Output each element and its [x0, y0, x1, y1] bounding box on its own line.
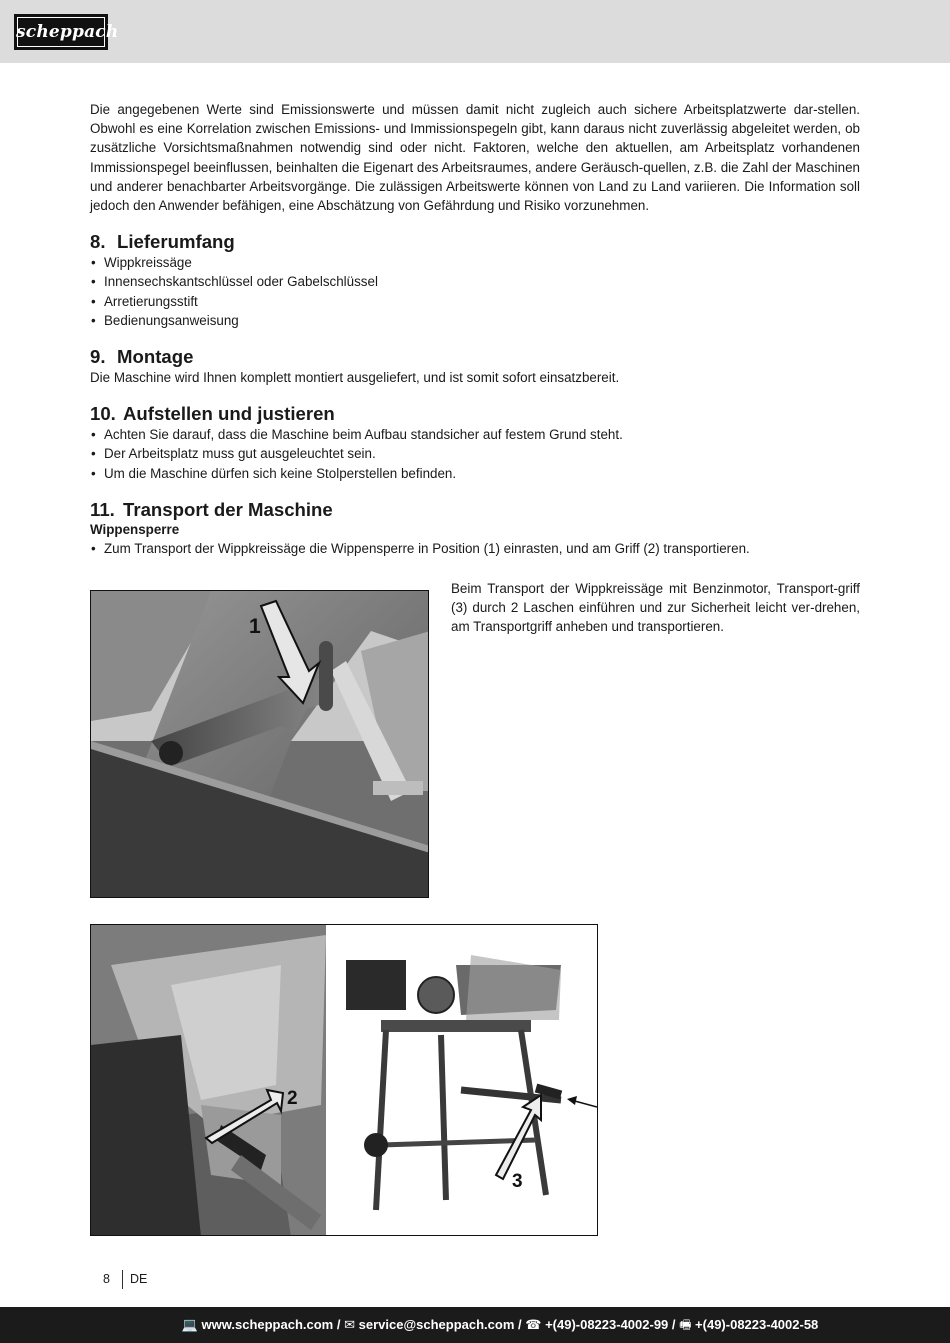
- section-8-heading: [90, 231, 860, 253]
- section-10-heading: [90, 403, 860, 425]
- list-item: • Der Arbeitsplatz muss gut ausgeleuchtet sein.: [90, 444, 860, 463]
- mail-icon: ✉: [344, 1317, 355, 1332]
- footer-bar: [0, 1307, 950, 1343]
- list-item: • Um die Maschine dürfen sich keine Stolperstellen befinden.: [90, 464, 860, 483]
- transport-photo: [90, 924, 598, 1236]
- list-item: • Wippkreissäge: [90, 253, 860, 272]
- footer-phone: +(49)-08223-4002-99: [545, 1317, 669, 1332]
- header-bar: [0, 0, 950, 63]
- list-item: • Innensechskantschlüssel oder Gabelschlüssel: [90, 272, 860, 291]
- section-number: 9.: [90, 346, 106, 368]
- section-title: Montage: [117, 346, 194, 368]
- transport-list: [90, 539, 860, 558]
- list-item: • Arretierungsstift: [90, 292, 860, 311]
- language-code: DE: [130, 1272, 148, 1286]
- callout-1: 1: [249, 615, 261, 638]
- footer-separator: /: [514, 1317, 526, 1332]
- footer-separator: /: [668, 1317, 680, 1332]
- footer-fax: +(49)-08223-4002-58: [695, 1317, 819, 1332]
- section-title: Lieferumfang: [117, 231, 235, 253]
- page-divider: [122, 1270, 123, 1289]
- section-title: Aufstellen und justieren: [123, 403, 335, 425]
- intro-paragraph: Die angegebenen Werte sind Emissionswerte und müssen damit nicht zugleich auch sichere Arbeitsplatzwerte dar-stellen. Obwohl es eine Korrelation zwischen Emissions- und Immissionspegeln gibt, kann daraus nicht zuverlässig abgeleitet werden, ob zusätzliche Vorsichtsmaßnahmen notwendig sind oder nicht. Faktoren, welche den aktuellen, am Arbeitsplatz vorhandenen Immissionspegel beeinflussen, beinhalten die Eigenart des Arbeitsraumes, andere Geräusch-quellen, z.B. die Zahl der Maschinen und anderer benachbarter Arbeitsvorgänge. Die zulässigen Arbeitswerte können von Land zu Land variieren. Die Information soll jedoch den Anwender befähigen, eine Abschätzung von Gefährdung und Risiko vorzunehmen.: [90, 102, 860, 214]
- phone-icon: ☎: [525, 1317, 542, 1332]
- section-11-heading: [90, 499, 860, 521]
- section-11-subtitle: Wippensperre: [90, 521, 180, 537]
- delivery-list: [90, 253, 860, 330]
- setup-list: [90, 425, 860, 483]
- brand-logo: scheppach: [14, 14, 108, 50]
- footer-email[interactable]: service@scheppach.com: [358, 1317, 515, 1332]
- footer-website[interactable]: www.scheppach.com: [201, 1317, 334, 1332]
- list-item: • Zum Transport der Wippkreissäge die Wippensperre in Position (1) einrasten, und am Griff (2) transportieren.: [90, 539, 860, 558]
- main-content: [90, 100, 860, 558]
- page-number: 8: [103, 1272, 110, 1286]
- footer-separator: /: [333, 1317, 345, 1332]
- transport-side-text: Beim Transport der Wippkreissäge mit Benzinmotor, Transport-griff (3) durch 2 Laschen einführen und zur Sicherheit leicht ver-drehen, am Transportgriff anheben und transportieren.: [451, 581, 860, 635]
- list-item: • Bedienungsanweisung: [90, 311, 860, 330]
- callout-3: 3: [512, 1171, 523, 1192]
- fax-icon: 🖷: [679, 1317, 692, 1332]
- section-number: 8.: [90, 231, 106, 253]
- section-9-text: Die Maschine wird Ihnen komplett montiert ausgeliefert, und ist somit sofort einsatzbereit.: [90, 370, 620, 386]
- callout-2: 2: [287, 1088, 298, 1109]
- section-number: 10.: [90, 403, 116, 425]
- computer-icon: 💻: [181, 1317, 198, 1332]
- section-title: Transport der Maschine: [123, 498, 333, 520]
- section-9-heading: [90, 346, 860, 368]
- list-item: • Achten Sie darauf, dass die Maschine beim Aufbau standsicher auf festem Grund steht.: [90, 425, 860, 444]
- section-number: 11.: [90, 498, 115, 520]
- wippensperre-photo: [90, 590, 429, 898]
